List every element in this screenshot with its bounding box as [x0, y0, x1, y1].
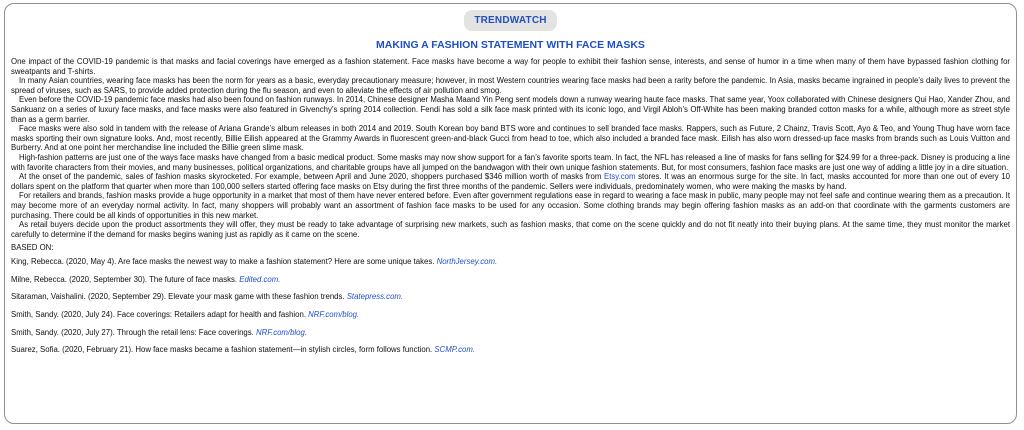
- source-item: [11, 328, 1010, 338]
- etsy-link[interactable]: Etsy.com: [604, 172, 636, 182]
- paragraph-6-start: At the onset of the pandemic, sales of fashion masks skyrocketed. For example, between April and June 2020, shoppers purchased $346 million worth of masks from: [19, 172, 605, 182]
- trendwatch-badge: TRENDWATCH: [464, 10, 556, 31]
- paragraph-8: As retail buyers decide upon the product assortments they will offer, they must be ready to take advantage of surprising new markets, such as fashion masks, that come on the scene quickly and do not fit neatly into their buying plans. At the same time, they must monitor the market carefully to determine if the demand for masks begins waning just as rapidly as it came on the scene.: [11, 220, 1010, 239]
- source-link[interactable]: NorthJersey.com: [436, 257, 495, 267]
- source-period: .: [472, 345, 475, 355]
- source-citation: Smith, Sandy. (2020, July 24). Face coverings: Retailers adapt for health and fashion.: [11, 310, 309, 320]
- paragraph-3: Even before the COVID-19 pandemic face masks had also been found on fashion runways. In 2014, Chinese designer Masha Maand Yin Peng sent models down a runway wearing haute face masks. That same year, Yoox collaborated with Chinese designers Qui Hao, Xander Zhou, and Sankuanz on a series of luxury face masks, and face masks were also featured in Givenchy’s spring 2014 collection. Fendi has sold a silk face mask printed with its iconic logo, and Virgil Abloh’s Off-White has been making branded cotton masks for a while, although more as street style than as a germ barrier.: [11, 95, 1010, 124]
- source-item: [11, 257, 1010, 267]
- source-period: .: [304, 327, 308, 337]
- paragraph-6-end: stores. It was an enormous surge for the site. In fact, masks accounted for more than one out of every 10 dollars spent on the platform that quarter when more than 100,000 sellers started offering face masks on Etsy during the first three months of the pandemic. Sellers were individuals, predominately women, who were making the masks by hand.: [11, 172, 1010, 191]
- source-link[interactable]: Statepress.com: [346, 292, 401, 302]
- paragraph-1: One impact of the COVID-19 pandemic is that masks and facial coverings have emerged as a fashion statement. Face masks have become a way for people to exhibit their fashion sense, interests, and sense of humor in a time when many of them have bypassed fashion clothing for sweatpants and T-shirts.: [11, 57, 1010, 76]
- source-period: .: [400, 292, 404, 302]
- source-item: [11, 310, 1010, 320]
- source-citation: Smith, Sandy. (2020, July 27). Through the retail lens: Face coverings.: [11, 327, 257, 337]
- paragraph-7: For retailers and brands, fashion masks provide a huge opportunity in a market that most of them have never entered before. Even after government regulations ease in regard to wearing a face mask in public, many people may not feel safe and continue wearing them as a precaution. It may become more of an everyday normal activity. In fact, many shoppers will probably want an assortment of fashion face masks to be used for any occasion. Some clothing brands may begin offering fashion masks as an add-on that coordinate with the garments customers are purchasing. There could be all kinds of opportunities in this new market.: [11, 191, 1010, 220]
- sources-heading: BASED ON:: [11, 243, 54, 253]
- article-body: [5, 57, 1016, 355]
- source-citation: Suarez, Sofia. (2020, February 21). How face masks became a fashion statement—in stylish circles, form follows function.: [11, 345, 435, 355]
- source-citation: King, Rebecca. (2020, May 4). Are face masks the newest way to make a fashion statement? Here are some unique takes.: [11, 257, 437, 267]
- source-link[interactable]: NRF.com/blog: [256, 327, 305, 337]
- paragraph-6: [11, 172, 1010, 191]
- paragraph-5: High-fashion patterns are just one of the ways face masks have changed from a basic medical product. Some masks may now show support for a fan’s favorite sports team. In fact, the NFL has released a line of masks for fans selling for $24.99 for a three-pack. Disney is producing a line with favorite characters from their movies, and many businesses, political organizations, and charitable groups have all jumped on the bandwagon with their own unique fashion statements. But, for most consumers, fashion face masks are just one way of adding a little joy in a dire situation.: [11, 152, 1010, 172]
- source-period: .: [494, 257, 498, 267]
- article-title: MAKING A FASHION STATEMENT WITH FACE MASKS: [376, 39, 645, 51]
- source-link[interactable]: NRF.com/blog: [308, 310, 357, 320]
- source-item: [11, 275, 1010, 285]
- paragraph-4: Face masks were also sold in tandem with the release of Ariana Grande’s album releases in both 2014 and 2019. South Korean boy band BTS wore and continues to sell branded face masks. Rappers, such as Future, 2 Chainz, Travis Scott, Ayo & Teo, and Young Thug have worn face masks sporting their own signature looks. And, most recently, Billie Eilish appeared at the Grammy Awards in fluorescent green-and-black Gucci from head to toe, which also included a branded face mask. Eilish has also worn dressed-up face masks from brands such as Louis Vuitton and Burberry. And at one point her merchandise line included the Billie green slime mask.: [11, 124, 1010, 153]
- source-link[interactable]: Edited.com: [239, 274, 279, 284]
- source-item: [11, 345, 1010, 355]
- trendwatch-box: [4, 3, 1017, 424]
- badge-wrapper: [5, 10, 1016, 31]
- source-period: .: [278, 274, 281, 284]
- source-item: [11, 292, 1010, 302]
- source-citation: Milne, Rebecca. (2020, September 30). The future of face masks.: [11, 274, 240, 284]
- paragraph-2: In many Asian countries, wearing face masks has been the norm for years as a basic, everyday precautionary measure; however, in most Western countries wearing face masks had been a rarity before the pandemic. In Asia, masks became ingrained in people’s daily lives to prevent the spread of viruses, such as SARS, to provide added protection during the flu season, and even to alleviate the effects of air pollution and smog.: [11, 76, 1010, 95]
- source-link[interactable]: SCMP.com: [434, 345, 473, 355]
- source-period: .: [357, 310, 360, 320]
- source-citation: Sitaraman, Vaishalini. (2020, September 29). Elevate your mask game with these fashion trends.: [11, 292, 347, 302]
